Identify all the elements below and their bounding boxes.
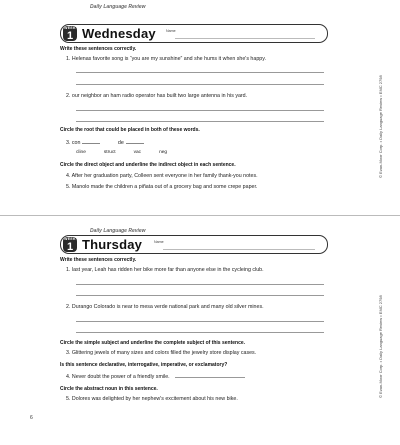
- answer-line[interactable]: [76, 110, 324, 111]
- answer-line[interactable]: [76, 284, 324, 285]
- page-number: 6: [30, 415, 33, 421]
- sentence-text: 4. Never doubt the power of a friendly smile.: [66, 374, 170, 380]
- section-title: Circle the simple subject and underline the complete subject of this sentence.: [60, 340, 246, 346]
- sentence-item: 5. Manolo made the children a piñata out of a grocery bag and some crepe paper.: [66, 184, 258, 190]
- week-label: WEEK: [64, 237, 76, 241]
- answer-line[interactable]: [76, 321, 324, 322]
- section-title: Write these sentences correctly.: [60, 257, 137, 263]
- root-item: [66, 139, 146, 146]
- week-badge: [63, 26, 77, 41]
- choice[interactable]: cline: [76, 150, 86, 155]
- day-title: Thursday: [82, 237, 143, 252]
- week-label: WEEK: [64, 26, 76, 30]
- sentence-item: 3. Glittering jewels of many sizes and colors filled the jewelry store display cases.: [66, 350, 257, 356]
- section-title: Write these sentences correctly.: [60, 46, 137, 52]
- sentence-item: [66, 373, 245, 380]
- week-number: 1: [66, 241, 74, 253]
- section-title: Circle the root that could be placed in both of these words.: [60, 127, 200, 133]
- choice[interactable]: neg: [159, 150, 168, 155]
- name-label: Name: [154, 240, 164, 244]
- section-title: Is this sentence declarative, interrogative, imperative, or exclamatory?: [60, 362, 228, 368]
- answer-line[interactable]: [76, 332, 324, 333]
- sentence-item: 1. Helenas favorite song is “you are my sunshine” and she hums it when she's happy.: [66, 56, 266, 62]
- blank-line[interactable]: [126, 139, 144, 144]
- sentence-item: 5. Dolores was delighted by her nephew's excitement about his new bike.: [66, 396, 238, 402]
- sentence-item: 2. Durango Colorado is near to mesa verde national park and many old silver mines.: [66, 304, 264, 310]
- name-label: Name: [166, 29, 176, 33]
- root-choices: [76, 149, 185, 155]
- day-title: Wednesday: [82, 26, 156, 41]
- sentence-item: 2. our neighbor an ham radio operator has built two large antenna in his yard.: [66, 93, 248, 99]
- name-line[interactable]: [175, 38, 315, 39]
- root-word: de: [117, 140, 124, 146]
- page-divider: [0, 215, 400, 216]
- answer-line[interactable]: [76, 295, 324, 296]
- copyright-side-text: © Evan-Moor Corp. • Daily Language Review • EMC 2798: [378, 75, 383, 178]
- week-number: 1: [66, 30, 74, 42]
- section-title: Circle the direct object and underline the indirect object in each sentence.: [60, 162, 236, 168]
- series-header: Daily Language Review: [90, 4, 146, 10]
- choice[interactable]: struct: [103, 150, 116, 155]
- series-header: Daily Language Review: [90, 228, 146, 234]
- section-title: Circle the abstract noun in this sentence.: [60, 386, 158, 392]
- blank-line[interactable]: [82, 139, 100, 144]
- sentence-item: 4. After her graduation party, Colleen sent everyone in her family thank-you notes.: [66, 173, 258, 179]
- week-badge: [63, 237, 77, 252]
- root-word: 3. con: [66, 140, 81, 146]
- name-line[interactable]: [163, 249, 315, 250]
- choice[interactable]: vac: [133, 150, 142, 155]
- answer-line[interactable]: [76, 72, 324, 73]
- answer-line[interactable]: [76, 84, 324, 85]
- answer-line[interactable]: [76, 121, 324, 122]
- sentence-item: 1. last year, Leah has ridden her bike more far than anyone else in the cycleing club.: [66, 267, 264, 273]
- copyright-side-text: © Evan-Moor Corp. • Daily Language Review • EMC 2798: [378, 295, 383, 398]
- answer-line[interactable]: [175, 373, 245, 378]
